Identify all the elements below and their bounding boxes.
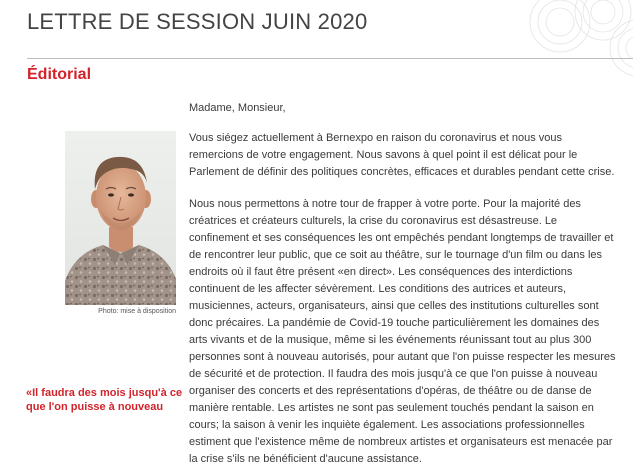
body-paragraph: Vous siégez actuellement à Bernexpo en raison du coronavirus et nous vous remercions de votre engagement. Nous savons à quel point il est délicat pour le Parlement de définir des politiques concrètes, efficaces et durables pendant cette crise. xyxy=(189,132,615,178)
salutation: Madame, Monsieur, xyxy=(189,102,286,114)
photo-caption: Photo: mise à disposition xyxy=(98,308,176,315)
section-heading: Éditorial xyxy=(27,66,92,83)
page-title: LETTRE DE SESSION JUIN 2020 xyxy=(27,9,368,34)
title-divider xyxy=(27,58,633,59)
editorial-body xyxy=(189,100,619,468)
portrait-photo xyxy=(65,131,176,305)
body-paragraph: Nous nous permettons à notre tour de frapper à votre porte. Pour la majorité des créatrices et créateurs culturels, la crise du coronavirus est désastreuse. Le confinement et ses conséquences les ont empêchés pendant longtemps de travailler et de rencontrer leur public, que ce soit au théâtre, sur le tournage d'un film ou dans les endroits où il faut être présent «en direct». Les conséquences des interdictions continuent de les affecter sévèrement. Les conditions des autrices et auteurs, musiciennes, acteurs, organisateurs, ainsi que celles des institutions culturelles sont donc précaires. La pandémie de Covid-19 touche particulièrement les domaines des arts vivants et de la musique, même si les événements réunissant tout au plus 300 personnes sont à nouveau autorisés, pour autant que l'on puisse respecter les mesures de sécurité et de protection. Il faudra des mois jusqu'à ce que l'on puisse à nouveau organiser des concerts et des représentations d'opéras, de théâtre ou de danse de manière rentable. Les artistes ne sont pas seulement touchés pendant la saison en cours; la saison à venir les inquiète également. Les associations professionnelles estiment que l'existence même de nombreux artistes et organisateurs est menacée par la crise s'ils ne bénéficient d'aucune assistance. xyxy=(189,198,616,465)
pull-quote: «Il faudra des mois jusqu'à ce que l'on puisse à nouveau xyxy=(26,387,183,413)
